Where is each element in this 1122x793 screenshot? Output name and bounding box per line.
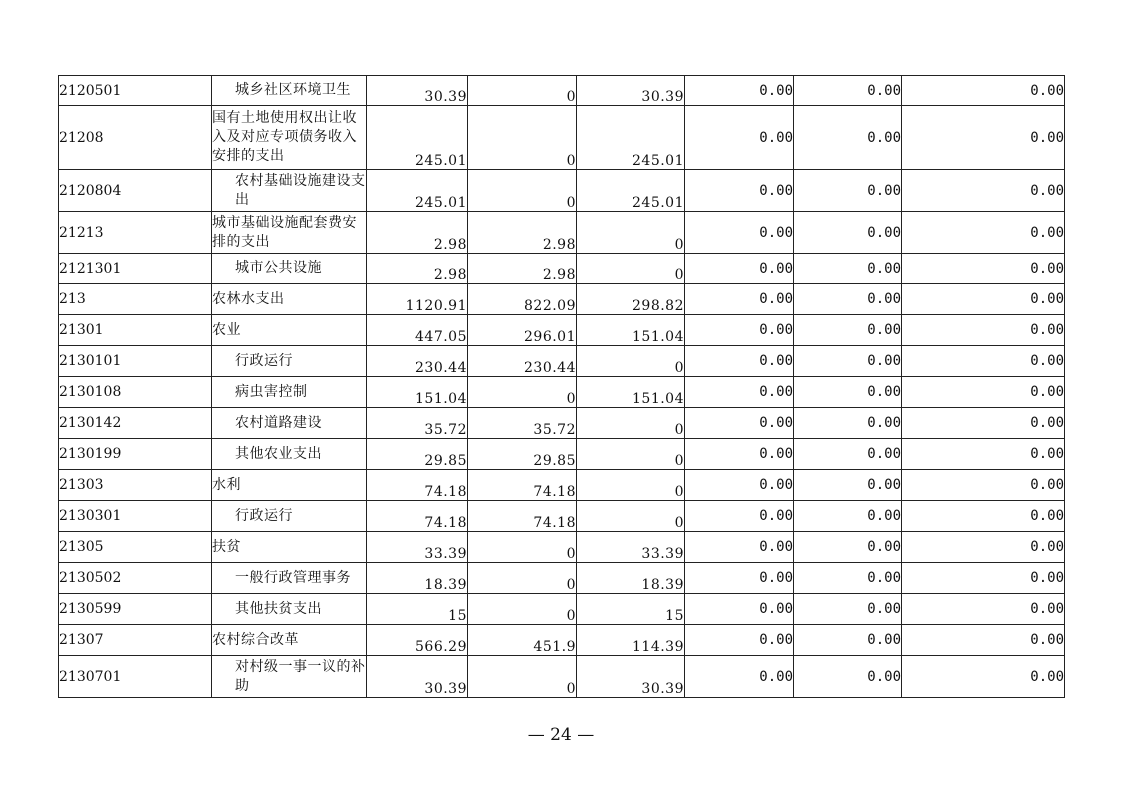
table-row: [59, 212, 1065, 254]
table-row: [59, 284, 1065, 315]
amount-col-7: 0.00: [794, 284, 902, 315]
basic-expenditure: 296.01: [468, 315, 577, 346]
total-amount: 2.98: [367, 254, 468, 284]
account-code: 2130502: [59, 563, 212, 594]
project-expenditure: 245.01: [577, 106, 685, 170]
project-expenditure: 30.39: [577, 76, 685, 106]
amount-col-7: 0.00: [794, 377, 902, 408]
amount-col-8: 0.00: [902, 532, 1065, 563]
amount-col-6: 0.00: [685, 625, 794, 656]
account-name: 病虫害控制: [212, 377, 367, 408]
project-expenditure: 15: [577, 594, 685, 625]
amount-col-7: 0.00: [794, 315, 902, 346]
total-amount: 151.04: [367, 377, 468, 408]
total-amount: 33.39: [367, 532, 468, 563]
basic-expenditure: 0: [468, 106, 577, 170]
amount-col-7: 0.00: [794, 170, 902, 212]
account-code: 2130701: [59, 656, 212, 698]
account-code: 21303: [59, 470, 212, 501]
total-amount: 245.01: [367, 106, 468, 170]
project-expenditure: 0: [577, 254, 685, 284]
amount-col-7: 0.00: [794, 656, 902, 698]
basic-expenditure: 230.44: [468, 346, 577, 377]
amount-col-7: 0.00: [794, 563, 902, 594]
basic-expenditure: 0: [468, 170, 577, 212]
project-expenditure: 30.39: [577, 656, 685, 698]
account-code: 2130101: [59, 346, 212, 377]
amount-col-6: 0.00: [685, 532, 794, 563]
project-expenditure: 0: [577, 408, 685, 439]
account-name: 农村道路建设: [212, 408, 367, 439]
account-code: 2130199: [59, 439, 212, 470]
account-code: 21307: [59, 625, 212, 656]
amount-col-8: 0.00: [902, 408, 1065, 439]
total-amount: 18.39: [367, 563, 468, 594]
table-body: [59, 76, 1065, 698]
total-amount: 74.18: [367, 501, 468, 532]
project-expenditure: 33.39: [577, 532, 685, 563]
total-amount: 35.72: [367, 408, 468, 439]
table-row: [59, 439, 1065, 470]
account-code: 2130142: [59, 408, 212, 439]
amount-col-8: 0.00: [902, 470, 1065, 501]
amount-col-6: 0.00: [685, 106, 794, 170]
amount-col-6: 0.00: [685, 170, 794, 212]
account-name: 其他扶贫支出: [212, 594, 367, 625]
table-row: [59, 501, 1065, 532]
basic-expenditure: 74.18: [468, 501, 577, 532]
amount-col-6: 0.00: [685, 408, 794, 439]
amount-col-8: 0.00: [902, 284, 1065, 315]
amount-col-6: 0.00: [685, 212, 794, 254]
amount-col-8: 0.00: [902, 76, 1065, 106]
account-code: 2130108: [59, 377, 212, 408]
amount-col-8: 0.00: [902, 254, 1065, 284]
basic-expenditure: 822.09: [468, 284, 577, 315]
total-amount: 29.85: [367, 439, 468, 470]
basic-expenditure: 0: [468, 532, 577, 563]
amount-col-6: 0.00: [685, 501, 794, 532]
basic-expenditure: 74.18: [468, 470, 577, 501]
amount-col-8: 0.00: [902, 625, 1065, 656]
amount-col-6: 0.00: [685, 594, 794, 625]
table-row: [59, 625, 1065, 656]
account-name: 其他农业支出: [212, 439, 367, 470]
total-amount: 2.98: [367, 212, 468, 254]
project-expenditure: 0: [577, 212, 685, 254]
account-code: 2130599: [59, 594, 212, 625]
account-name: 行政运行: [212, 501, 367, 532]
project-expenditure: 0: [577, 470, 685, 501]
total-amount: 245.01: [367, 170, 468, 212]
account-name: 农林水支出: [212, 284, 367, 315]
table-row: [59, 315, 1065, 346]
account-code: 21213: [59, 212, 212, 254]
table-row: [59, 563, 1065, 594]
project-expenditure: 0: [577, 346, 685, 377]
total-amount: 447.05: [367, 315, 468, 346]
account-code: 21301: [59, 315, 212, 346]
amount-col-7: 0.00: [794, 532, 902, 563]
amount-col-6: 0.00: [685, 563, 794, 594]
amount-col-6: 0.00: [685, 254, 794, 284]
project-expenditure: 245.01: [577, 170, 685, 212]
amount-col-6: 0.00: [685, 470, 794, 501]
amount-col-7: 0.00: [794, 408, 902, 439]
basic-expenditure: 0: [468, 563, 577, 594]
account-name: 行政运行: [212, 346, 367, 377]
amount-col-6: 0.00: [685, 284, 794, 315]
table-row: [59, 470, 1065, 501]
basic-expenditure: 0: [468, 656, 577, 698]
table-row: [59, 408, 1065, 439]
account-code: 21305: [59, 532, 212, 563]
basic-expenditure: 2.98: [468, 212, 577, 254]
account-name: 城市公共设施: [212, 254, 367, 284]
account-name: 扶贫: [212, 532, 367, 563]
total-amount: 15: [367, 594, 468, 625]
table-row: [59, 106, 1065, 170]
account-name: 国有土地使用权出让收入及对应专项债务收入安排的支出: [212, 106, 367, 170]
total-amount: 230.44: [367, 346, 468, 377]
account-code: 2120804: [59, 170, 212, 212]
project-expenditure: 18.39: [577, 563, 685, 594]
amount-col-7: 0.00: [794, 501, 902, 532]
basic-expenditure: 0: [468, 377, 577, 408]
amount-col-8: 0.00: [902, 563, 1065, 594]
amount-col-7: 0.00: [794, 212, 902, 254]
table-row: [59, 254, 1065, 284]
account-code: 213: [59, 284, 212, 315]
amount-col-6: 0.00: [685, 656, 794, 698]
table-row: [59, 532, 1065, 563]
budget-table: [58, 75, 1065, 698]
amount-col-8: 0.00: [902, 315, 1065, 346]
account-code: 21208: [59, 106, 212, 170]
project-expenditure: 0: [577, 439, 685, 470]
amount-col-7: 0.00: [794, 594, 902, 625]
account-name: 城市基础设施配套费安排的支出: [212, 212, 367, 254]
total-amount: 1120.91: [367, 284, 468, 315]
amount-col-6: 0.00: [685, 346, 794, 377]
amount-col-7: 0.00: [794, 346, 902, 377]
account-name: 对村级一事一议的补助: [212, 656, 367, 698]
amount-col-8: 0.00: [902, 656, 1065, 698]
amount-col-8: 0.00: [902, 346, 1065, 377]
basic-expenditure: 29.85: [468, 439, 577, 470]
basic-expenditure: 2.98: [468, 254, 577, 284]
table-row: [59, 656, 1065, 698]
amount-col-7: 0.00: [794, 439, 902, 470]
amount-col-8: 0.00: [902, 212, 1065, 254]
amount-col-6: 0.00: [685, 377, 794, 408]
project-expenditure: 151.04: [577, 315, 685, 346]
amount-col-6: 0.00: [685, 439, 794, 470]
basic-expenditure: 0: [468, 76, 577, 106]
account-name: 农村基础设施建设支出: [212, 170, 367, 212]
amount-col-8: 0.00: [902, 377, 1065, 408]
account-name: 水利: [212, 470, 367, 501]
project-expenditure: 298.82: [577, 284, 685, 315]
amount-col-6: 0.00: [685, 315, 794, 346]
project-expenditure: 0: [577, 501, 685, 532]
amount-col-7: 0.00: [794, 76, 902, 106]
account-code: 2121301: [59, 254, 212, 284]
account-code: 2130301: [59, 501, 212, 532]
account-name: 一般行政管理事务: [212, 563, 367, 594]
basic-expenditure: 35.72: [468, 408, 577, 439]
amount-col-8: 0.00: [902, 594, 1065, 625]
total-amount: 566.29: [367, 625, 468, 656]
page-number: — 24 —: [527, 725, 595, 745]
account-name: 农业: [212, 315, 367, 346]
total-amount: 30.39: [367, 656, 468, 698]
amount-col-7: 0.00: [794, 470, 902, 501]
amount-col-6: 0.00: [685, 76, 794, 106]
amount-col-7: 0.00: [794, 254, 902, 284]
account-code: 2120501: [59, 76, 212, 106]
account-name: 农村综合改革: [212, 625, 367, 656]
total-amount: 74.18: [367, 470, 468, 501]
amount-col-8: 0.00: [902, 439, 1065, 470]
table-row: [59, 377, 1065, 408]
table-row: [59, 76, 1065, 106]
amount-col-8: 0.00: [902, 106, 1065, 170]
table-row: [59, 346, 1065, 377]
amount-col-8: 0.00: [902, 501, 1065, 532]
project-expenditure: 114.39: [577, 625, 685, 656]
basic-expenditure: 0: [468, 594, 577, 625]
account-name: 城乡社区环境卫生: [212, 76, 367, 106]
basic-expenditure: 451.9: [468, 625, 577, 656]
project-expenditure: 151.04: [577, 377, 685, 408]
amount-col-7: 0.00: [794, 625, 902, 656]
amount-col-8: 0.00: [902, 170, 1065, 212]
table-row: [59, 594, 1065, 625]
total-amount: 30.39: [367, 76, 468, 106]
table-row: [59, 170, 1065, 212]
amount-col-7: 0.00: [794, 106, 902, 170]
